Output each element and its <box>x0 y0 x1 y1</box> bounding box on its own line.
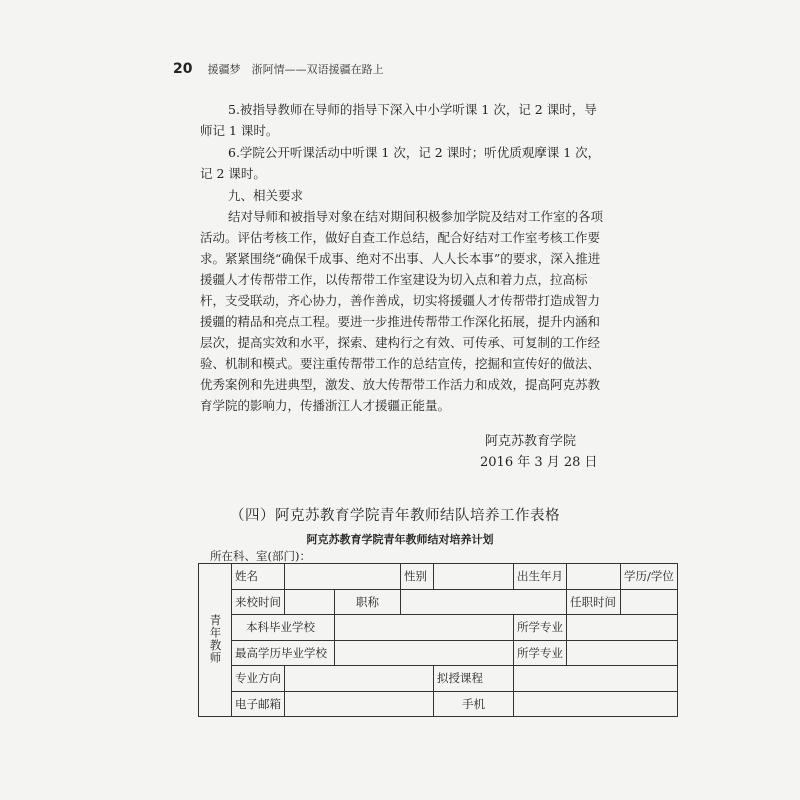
arrival-field[interactable] <box>285 589 335 615</box>
appointment-label: 任职时间 <box>567 589 621 615</box>
highest-label: 最高学历毕业学校 <box>232 640 335 666</box>
body-text <box>200 99 606 416</box>
title-label: 职称 <box>335 589 401 615</box>
department-label: 所在科、室(部门)： <box>210 549 311 563</box>
section-heading: 九、相关要求 <box>228 188 304 203</box>
gender-field[interactable] <box>434 564 514 590</box>
paragraph: 6.学院公开听课活动中听课 1 次，记 2 课时；听优质观摩课 1 次，记 2 课时。 <box>200 145 601 181</box>
major1-label: 所学专业 <box>514 615 567 641</box>
direction-field[interactable] <box>285 666 434 692</box>
gender-label: 性别 <box>401 564 434 590</box>
degree-label: 学历/学位 <box>621 564 678 590</box>
department-line <box>210 548 472 564</box>
major1-field[interactable] <box>567 615 678 641</box>
young-teacher-label: 青年教师 <box>199 564 232 717</box>
undergrad-label: 本科毕业学校 <box>232 615 335 641</box>
title-field[interactable] <box>401 589 567 615</box>
courses-label: 拟授课程 <box>434 666 514 692</box>
paragraph: 结对导师和被指导对象在结对期间积极参加学院及结对工作室的各项活动。评估考核工作，做好自查工作总结，配合好结对工作室考核工作要求。紧紧围绕“确保千成事、绝对不出事、人人长本事”的要求，深入推进援疆人才传帮带工作，以传帮带工作室建设为切入点和着力点，拉高标杆，支受联动，齐心协力，善作善成，切实将援疆人才传帮带打造成智力援疆的精品和亮点工程。要进一步推进传帮带工作深化拓展，提升内涵和层次，提高实效和水平，探索、建构行之有效、可传承、可复制的工作经验、机制和模式。要注重传帮带工作的总结宣传，挖掘和宣传好的做法、优秀案例和先进典型，激发、放大传帮带工作活力和成效，提高阿克苏教育学院的影响力，传播浙江人才援疆正能量。 <box>200 209 604 413</box>
phone-field[interactable] <box>514 691 678 717</box>
arrival-label: 来校时间 <box>232 589 285 615</box>
direction-label: 专业方向 <box>232 666 285 692</box>
birth-field[interactable] <box>567 564 621 590</box>
running-header <box>173 58 384 77</box>
plan-title: 阿克苏教育学院青年教师结对培养计划 <box>306 533 494 546</box>
running-title: 援疆梦 浙阿情——双语援疆在路上 <box>207 63 384 76</box>
name-field[interactable] <box>285 564 401 590</box>
page-number: 20 <box>173 61 193 77</box>
birth-label: 出生年月 <box>514 564 567 590</box>
email-label: 电子邮箱 <box>232 691 285 717</box>
pairing-plan-form <box>198 563 678 717</box>
name-label: 姓名 <box>232 564 285 590</box>
phone-label: 手机 <box>434 691 514 717</box>
table-section-title: （四）阿克苏教育学院青年教师结队培养工作表格 <box>230 508 560 524</box>
appointment-field[interactable] <box>621 589 678 615</box>
courses-field[interactable] <box>514 666 678 692</box>
major2-field[interactable] <box>567 640 678 666</box>
paragraph: 5.被指导教师在导师的指导下深入中小学听课 1 次，记 2 课时，导师记 1 课时。 <box>200 102 597 138</box>
signature-date: 2016 年 3 月 28 日 <box>480 455 598 470</box>
major2-label: 所学专业 <box>514 640 567 666</box>
email-field[interactable] <box>285 691 434 717</box>
signature-org: 阿克苏教育学院 <box>485 434 577 449</box>
highest-field[interactable] <box>335 640 514 666</box>
undergrad-field[interactable] <box>335 615 514 641</box>
